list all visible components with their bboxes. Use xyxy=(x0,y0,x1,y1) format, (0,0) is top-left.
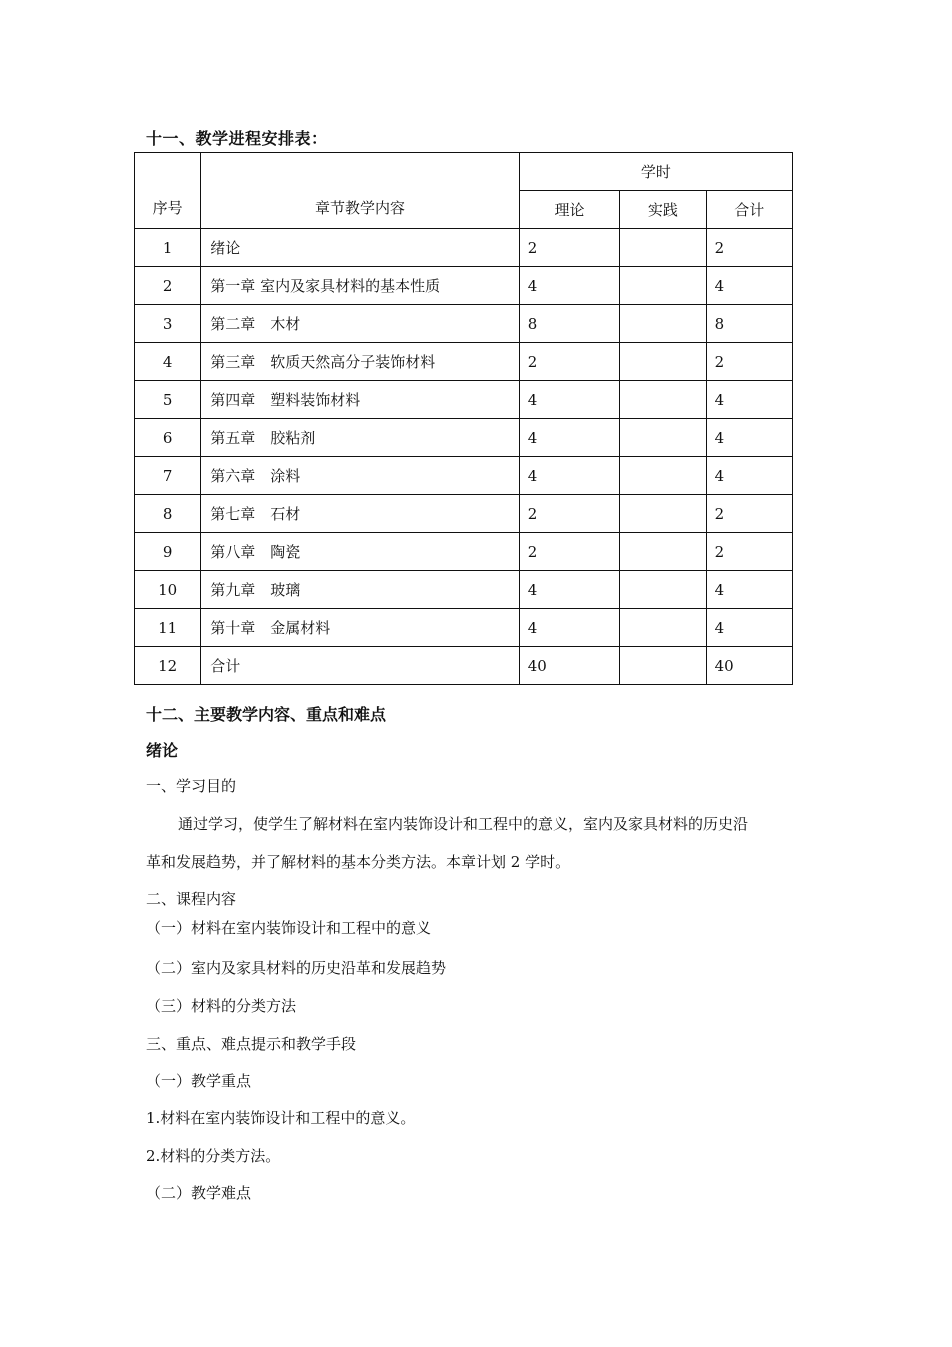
cell-practice xyxy=(620,647,706,685)
cell-seq: 2 xyxy=(135,267,201,305)
header-practice: 实践 xyxy=(620,191,706,229)
table-row xyxy=(135,267,793,305)
cell-content: 合计 xyxy=(201,647,519,685)
cell-practice xyxy=(620,381,706,419)
table-header-row xyxy=(135,153,793,191)
header-theory: 理论 xyxy=(519,191,619,229)
header-content: 章节教学内容 xyxy=(201,153,519,229)
list-item: （一）教学重点 xyxy=(146,1072,252,1090)
list-item: 2.材料的分类方法。 xyxy=(146,1147,281,1165)
cell-theory: 2 xyxy=(519,229,619,267)
cell-content: 第十章 金属材料 xyxy=(201,609,519,647)
cell-theory: 2 xyxy=(519,495,619,533)
header-seq: 序号 xyxy=(135,153,201,229)
cell-content: 第二章 木材 xyxy=(201,305,519,343)
cell-theory: 2 xyxy=(519,343,619,381)
list-item: 1.材料在室内装饰设计和工程中的意义。 xyxy=(146,1109,416,1127)
cell-seq: 9 xyxy=(135,533,201,571)
header-hours: 学时 xyxy=(519,153,792,191)
cell-seq: 10 xyxy=(135,571,201,609)
table-row xyxy=(135,419,793,457)
table-row xyxy=(135,381,793,419)
table-row xyxy=(135,457,793,495)
cell-total: 2 xyxy=(706,495,792,533)
cell-theory: 4 xyxy=(519,267,619,305)
cell-seq: 4 xyxy=(135,343,201,381)
intro-heading: 绪论 xyxy=(146,741,179,760)
list-item: （二）教学难点 xyxy=(146,1184,252,1202)
cell-total: 4 xyxy=(706,571,792,609)
cell-theory: 4 xyxy=(519,457,619,495)
cell-practice xyxy=(620,419,706,457)
cell-total: 4 xyxy=(706,381,792,419)
cell-seq: 12 xyxy=(135,647,201,685)
table-row xyxy=(135,533,793,571)
table-row xyxy=(135,229,793,267)
section-12-heading: 十二、主要教学内容、重点和难点 xyxy=(146,705,387,724)
list-item: （三）材料的分类方法 xyxy=(146,997,297,1015)
cell-total: 8 xyxy=(706,305,792,343)
list-item: （二）室内及家具材料的历史沿革和发展趋势 xyxy=(146,959,447,977)
cell-total: 40 xyxy=(706,647,792,685)
cell-content: 第七章 石材 xyxy=(201,495,519,533)
cell-theory: 4 xyxy=(519,419,619,457)
cell-theory: 2 xyxy=(519,533,619,571)
cell-seq: 11 xyxy=(135,609,201,647)
cell-practice xyxy=(620,267,706,305)
cell-seq: 8 xyxy=(135,495,201,533)
cell-total: 2 xyxy=(706,229,792,267)
cell-theory: 4 xyxy=(519,571,619,609)
table-row xyxy=(135,305,793,343)
teaching-schedule-table xyxy=(134,152,793,685)
cell-content: 第九章 玻璃 xyxy=(201,571,519,609)
cell-total: 2 xyxy=(706,533,792,571)
cell-seq: 5 xyxy=(135,381,201,419)
table-row xyxy=(135,495,793,533)
paragraph-body-1: 通过学习，使学生了解材料在室内装饰设计和工程中的意义，室内及家具材料的历史沿 xyxy=(178,815,749,833)
cell-total: 4 xyxy=(706,609,792,647)
cell-seq: 3 xyxy=(135,305,201,343)
cell-practice xyxy=(620,533,706,571)
cell-theory: 4 xyxy=(519,609,619,647)
paragraph-course-content: 二、课程内容 xyxy=(146,890,237,908)
cell-content: 第八章 陶瓷 xyxy=(201,533,519,571)
cell-theory: 40 xyxy=(519,647,619,685)
table-body xyxy=(135,229,793,685)
cell-total: 4 xyxy=(706,267,792,305)
cell-seq: 1 xyxy=(135,229,201,267)
section-11-heading: 十一、教学进程安排表： xyxy=(146,129,328,148)
cell-practice xyxy=(620,229,706,267)
cell-practice xyxy=(620,609,706,647)
cell-content: 第六章 涂料 xyxy=(201,457,519,495)
cell-content: 第四章 塑料装饰材料 xyxy=(201,381,519,419)
header-total: 合计 xyxy=(706,191,792,229)
cell-practice xyxy=(620,343,706,381)
cell-total: 2 xyxy=(706,343,792,381)
cell-practice xyxy=(620,305,706,343)
table-row xyxy=(135,343,793,381)
cell-practice xyxy=(620,457,706,495)
cell-total: 4 xyxy=(706,457,792,495)
cell-total: 4 xyxy=(706,419,792,457)
cell-content: 第三章 软质天然高分子装饰材料 xyxy=(201,343,519,381)
cell-content: 第五章 胶粘剂 xyxy=(201,419,519,457)
paragraph-key-points: 三、重点、难点提示和教学手段 xyxy=(146,1035,357,1053)
cell-practice xyxy=(620,495,706,533)
cell-seq: 6 xyxy=(135,419,201,457)
list-item: （一）材料在室内装饰设计和工程中的意义 xyxy=(146,919,432,937)
table-row xyxy=(135,647,793,685)
paragraph-body-2: 革和发展趋势，并了解材料的基本分类方法。本章计划 2 学时。 xyxy=(146,853,571,871)
cell-content: 第一章 室内及家具材料的基本性质 xyxy=(201,267,519,305)
paragraph-learning-goal: 一、学习目的 xyxy=(146,777,237,795)
cell-content: 绪论 xyxy=(201,229,519,267)
table-row xyxy=(135,609,793,647)
cell-theory: 8 xyxy=(519,305,619,343)
cell-practice xyxy=(620,571,706,609)
cell-theory: 4 xyxy=(519,381,619,419)
cell-seq: 7 xyxy=(135,457,201,495)
table-row xyxy=(135,571,793,609)
